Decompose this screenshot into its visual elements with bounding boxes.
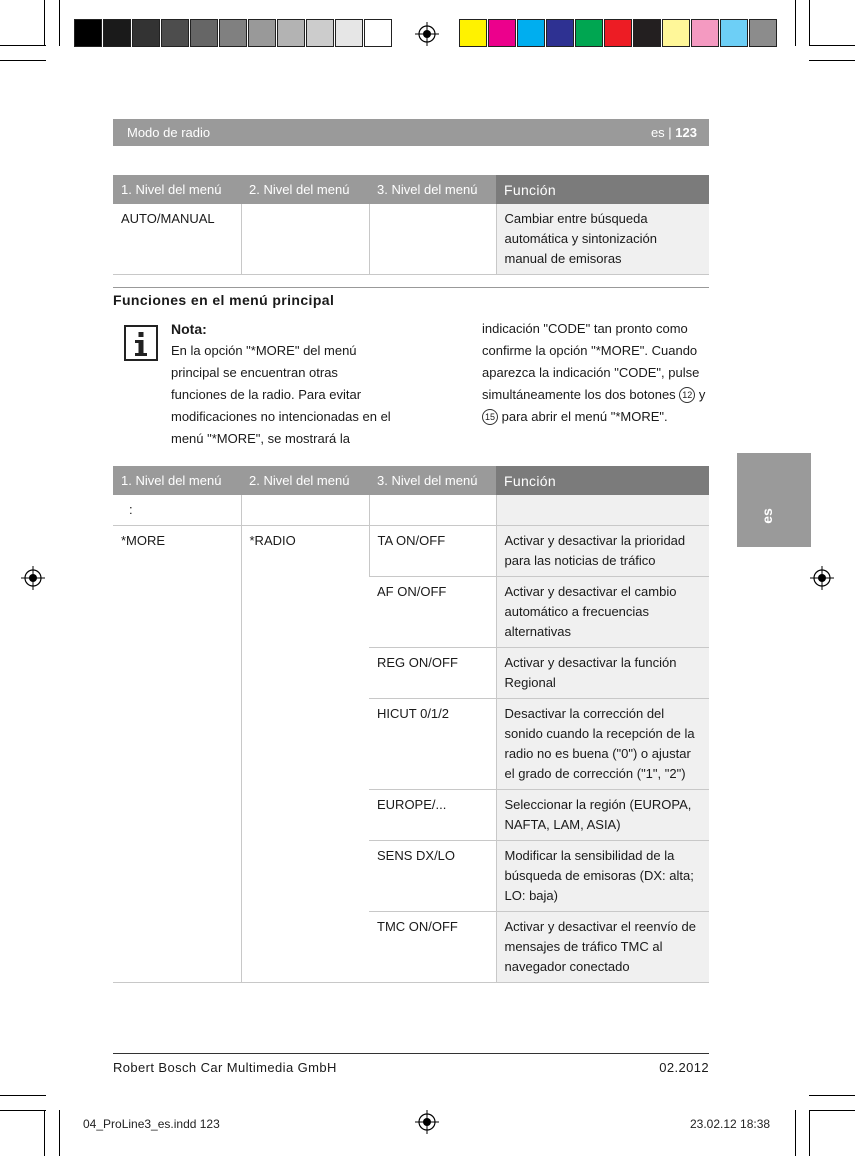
section-divider — [113, 287, 709, 288]
info-icon — [124, 325, 158, 361]
gray-swatch — [306, 19, 334, 47]
table-cell: EUROPE/... — [369, 790, 496, 841]
table-cell: SENS DX/LO — [369, 841, 496, 912]
table-header-row — [113, 466, 709, 495]
color-swatch — [517, 19, 545, 47]
crop-mark — [809, 0, 810, 46]
gray-swatch — [161, 19, 189, 47]
note-label: Nota: — [171, 321, 207, 337]
table-row — [113, 204, 709, 275]
table-cell — [241, 204, 369, 275]
registration-mark-icon — [415, 1110, 439, 1134]
button-number-badge: 12 — [679, 387, 695, 403]
table-cell: Activar y desactivar el cambio automático a frecuencias alternativas — [496, 577, 709, 648]
page-number — [651, 125, 697, 140]
table-cell: Activar y desactivar la función Regional — [496, 648, 709, 699]
menu-table-2 — [113, 466, 709, 983]
color-swatch — [488, 19, 516, 47]
note-text: En la opción "*MORE" del menú principal se encuentran otras funciones de la radio. Para evitar modificaciones no intencionadas en el menú "*MORE", se mostrará la — [171, 343, 391, 446]
crop-mark — [809, 1110, 855, 1111]
gray-swatch-bar — [74, 19, 393, 47]
crop-mark — [809, 45, 855, 46]
note-text: indicación "CODE" tan pronto como confirme la opción "*MORE". Cuando aparezca la indicación "CODE", pulse simultáneamente los dos botones — [482, 321, 700, 402]
crop-mark — [809, 1110, 810, 1156]
table-cell: Desactivar la corrección del sonido cuando la recepción de la radio no es buena ("0") o ajustar el grado de corrección ("1", "2") — [496, 699, 709, 790]
page-number-value: 123 — [675, 125, 697, 140]
slug-filename: 04_ProLine3_es.indd 123 — [83, 1117, 220, 1131]
crop-mark — [809, 1095, 855, 1096]
table-cell — [496, 495, 709, 526]
table-cell: *MORE — [113, 526, 241, 983]
table-cell: Activar y desactivar el reenvío de mensajes de tráfico TMC al navegador conectado — [496, 912, 709, 983]
table-cell: AF ON/OFF — [369, 577, 496, 648]
gray-swatch — [74, 19, 102, 47]
table-cell: Activar y desactivar la prioridad para las noticias de tráfico — [496, 526, 709, 577]
section-heading: Funciones en el menú principal — [113, 292, 335, 308]
gray-swatch — [335, 19, 363, 47]
gray-swatch — [103, 19, 131, 47]
column-header: 3. Nivel del menú — [369, 466, 496, 495]
color-swatch — [633, 19, 661, 47]
color-swatch — [604, 19, 632, 47]
table-cell: : — [113, 495, 241, 526]
footer-date: 02.2012 — [659, 1060, 709, 1075]
crop-mark — [44, 1110, 45, 1156]
note-left-column — [171, 318, 393, 450]
table-cell: AUTO/MANUAL — [113, 204, 241, 275]
table-cell: Modificar la sensibilidad de la búsqueda de emisoras (DX: alta; LO: baja) — [496, 841, 709, 912]
color-swatch — [575, 19, 603, 47]
crop-mark — [44, 0, 45, 46]
column-header: Función — [496, 466, 709, 495]
column-header: 2. Nivel del menú — [241, 175, 369, 204]
side-tab-label: es — [758, 508, 775, 524]
registration-mark-icon — [21, 566, 45, 590]
table-row — [113, 526, 709, 577]
column-header: 1. Nivel del menú — [113, 175, 241, 204]
table-cell — [369, 204, 496, 275]
crop-mark — [0, 1110, 46, 1111]
gray-swatch — [364, 19, 392, 47]
page-header — [113, 119, 709, 146]
crop-mark — [59, 0, 60, 46]
color-swatch — [749, 19, 777, 47]
footer-company: Robert Bosch Car Multimedia GmbH — [113, 1060, 337, 1075]
column-header: 1. Nivel del menú — [113, 466, 241, 495]
crop-mark — [0, 60, 46, 61]
table-header-row — [113, 175, 709, 204]
gray-swatch — [248, 19, 276, 47]
column-header: 2. Nivel del menú — [241, 466, 369, 495]
crop-mark — [795, 1110, 796, 1156]
gray-swatch — [277, 19, 305, 47]
column-header: 3. Nivel del menú — [369, 175, 496, 204]
note-right-column — [482, 318, 710, 428]
crop-mark — [795, 0, 796, 46]
table-cell: TA ON/OFF — [369, 526, 496, 577]
slug-timestamp: 23.02.12 18:38 — [690, 1117, 771, 1131]
note-text: para abrir el menú "*MORE". — [498, 409, 668, 424]
registration-mark-icon — [810, 566, 834, 590]
table-cell: *RADIO — [241, 526, 369, 983]
table-cell: Seleccionar la región (EUROPA, NAFTA, LAM, ASIA) — [496, 790, 709, 841]
crop-mark — [0, 1095, 46, 1096]
table-cell — [241, 495, 369, 526]
table-cell — [369, 495, 496, 526]
table-cell: Cambiar entre búsqueda automática y sintonización manual de emisoras — [496, 204, 709, 275]
note-conjunction: y — [695, 387, 706, 402]
gray-swatch — [219, 19, 247, 47]
table-cell: HICUT 0/1/2 — [369, 699, 496, 790]
crop-mark — [0, 45, 46, 46]
gray-swatch — [132, 19, 160, 47]
color-swatch-bar — [459, 19, 778, 47]
color-swatch — [662, 19, 690, 47]
registration-mark-icon — [415, 22, 439, 46]
gray-swatch — [190, 19, 218, 47]
footer-divider — [113, 1053, 709, 1054]
language-side-tab — [737, 453, 811, 547]
section-title: Modo de radio — [127, 125, 211, 140]
table-row — [113, 495, 709, 526]
color-swatch — [691, 19, 719, 47]
color-swatch — [720, 19, 748, 47]
language-code: es | — [650, 125, 676, 140]
color-swatch — [546, 19, 574, 47]
table-cell: TMC ON/OFF — [369, 912, 496, 983]
column-header: Función — [496, 175, 709, 204]
table-cell: REG ON/OFF — [369, 648, 496, 699]
color-swatch — [459, 19, 487, 47]
button-number-badge: 15 — [482, 409, 498, 425]
crop-mark — [809, 60, 855, 61]
crop-mark — [59, 1110, 60, 1156]
menu-table-1 — [113, 175, 709, 275]
